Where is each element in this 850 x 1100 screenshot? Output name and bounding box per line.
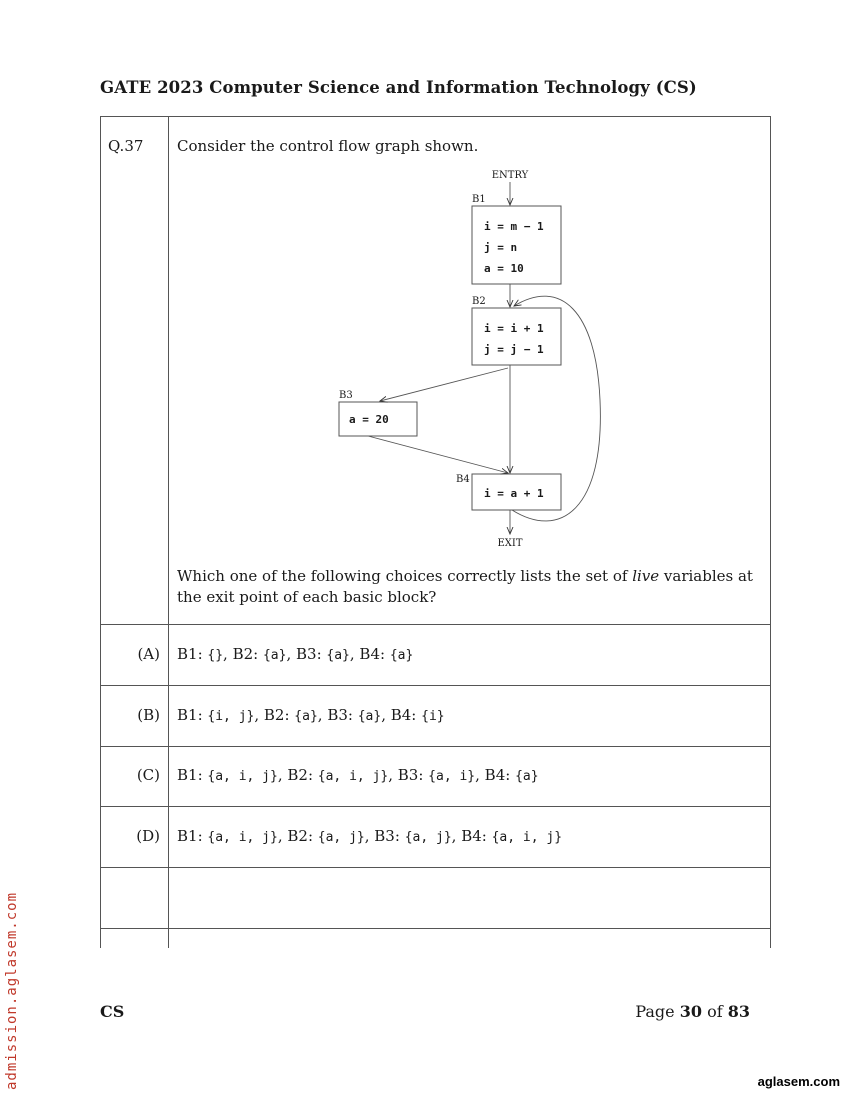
block-b1-line: j = n	[484, 241, 518, 254]
footer-paper-code: CS	[100, 1002, 125, 1021]
block-b3-line: a = 20	[349, 413, 389, 426]
question-follow-text: Which one of the following choices correctly lists the set of live variables at the exit point of each basic block?	[177, 567, 753, 606]
edge-b2-b3	[380, 368, 508, 401]
block-b2-line: i = i + 1	[484, 322, 544, 335]
option-b-text: B1: {i, j}, B2: {a}, B3: {a}, B4: {i}	[177, 706, 445, 724]
block-label-b3: B3	[339, 390, 353, 401]
option-b-label: (B)	[137, 706, 160, 724]
site-logo-text: aglasem.com	[757, 1074, 840, 1089]
block-label-b4: B4	[456, 474, 470, 485]
block-b2	[472, 308, 561, 365]
question-number: Q.37	[108, 137, 144, 155]
edge-b3-b4	[368, 436, 508, 473]
option-d-label: (D)	[136, 827, 160, 845]
page-header-title: GATE 2023 Computer Science and Information Technology (CS)	[100, 78, 697, 97]
question-prompt: Consider the control flow graph shown.	[177, 137, 479, 155]
option-a-text: B1: {}, B2: {a}, B3: {a}, B4: {a}	[177, 645, 414, 663]
option-c-text: B1: {a, i, j}, B2: {a, i, j}, B3: {a, i}, B4: {a}	[177, 766, 539, 784]
side-watermark: admission.aglasem.com	[4, 891, 20, 1090]
entry-label: ENTRY	[491, 170, 529, 181]
block-b1-line: a = 10	[484, 262, 524, 275]
footer-page-number: Page 30 of 83	[635, 1002, 750, 1021]
option-a-label: (A)	[137, 645, 160, 663]
block-b1-line: i = m − 1	[484, 220, 544, 233]
exit-label: EXIT	[497, 538, 523, 549]
block-b2-line: j = j − 1	[484, 343, 544, 356]
block-label-b1: B1	[472, 194, 486, 205]
option-d-text: B1: {a, i, j}, B2: {a, j}, B3: {a, j}, B4: {a, i, j}	[177, 827, 563, 845]
option-c-label: (C)	[136, 766, 160, 784]
block-label-b2: B2	[472, 296, 486, 307]
block-b4-line: i = a + 1	[484, 487, 544, 500]
